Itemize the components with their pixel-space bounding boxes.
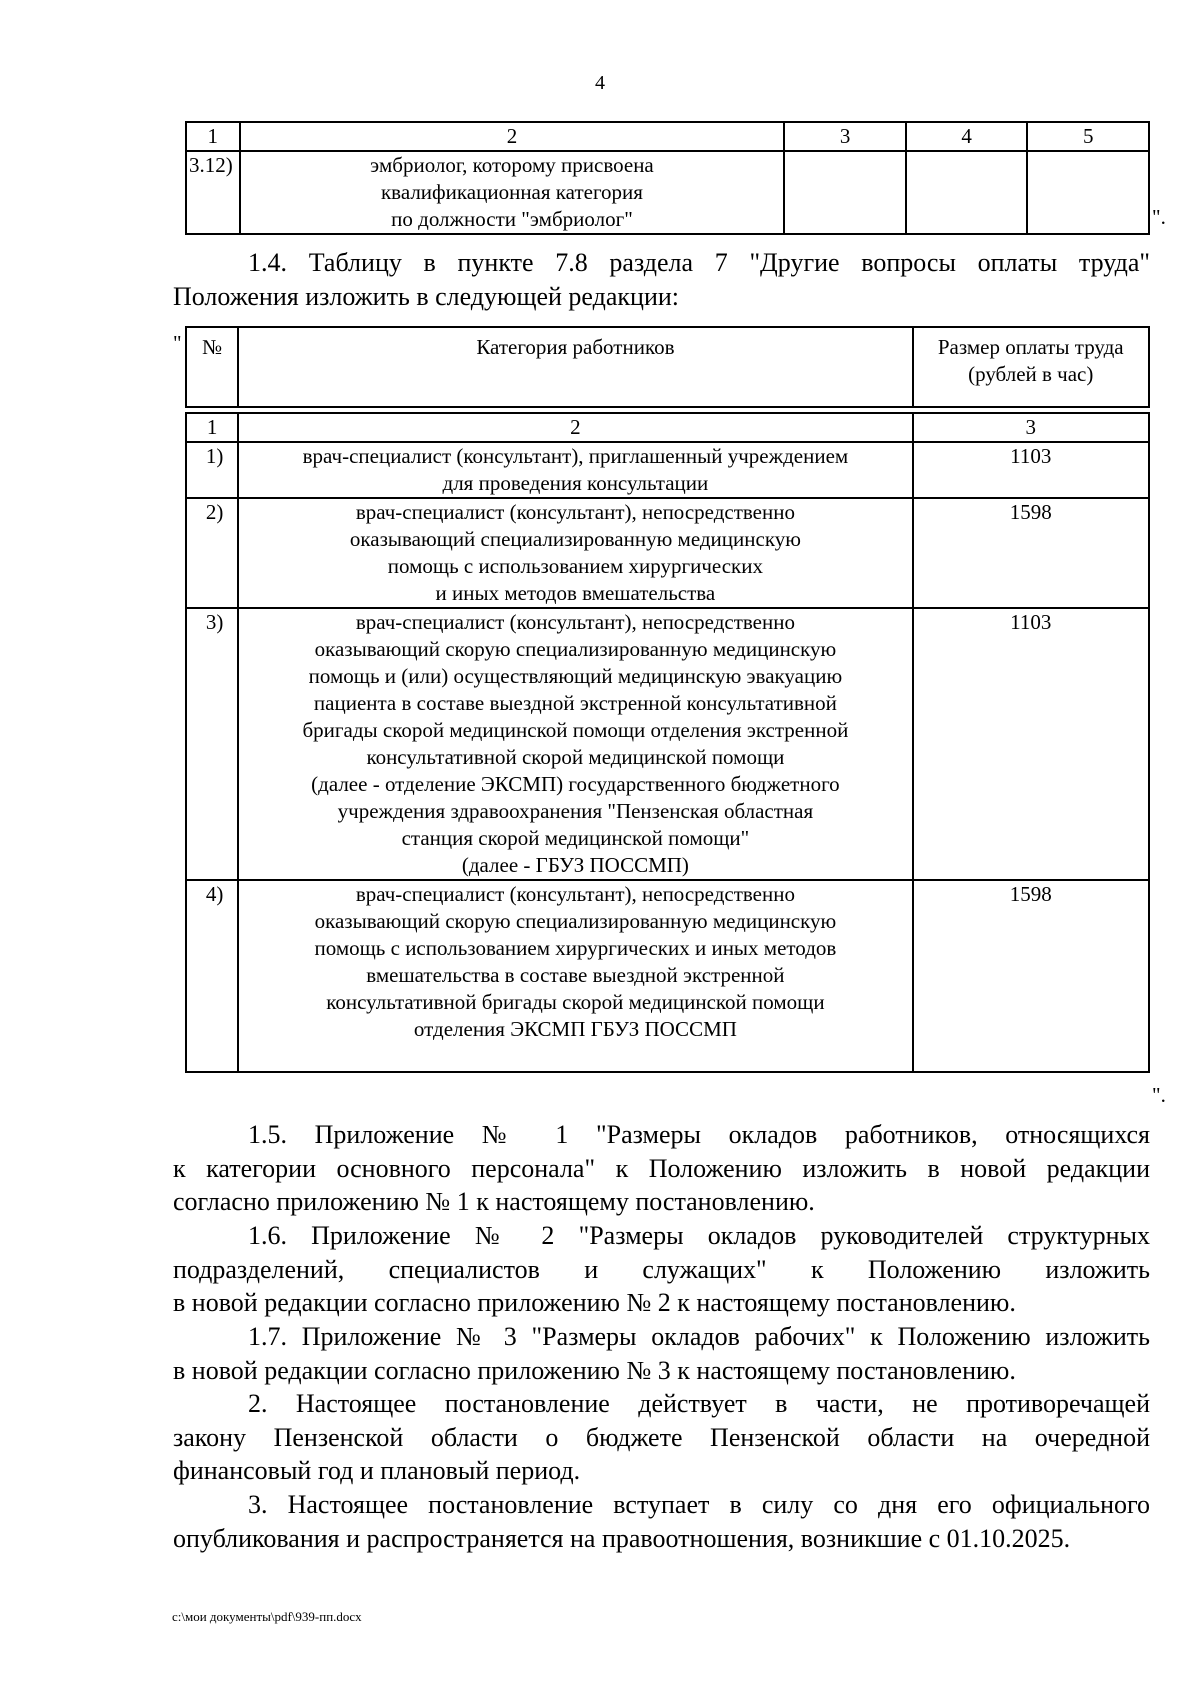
row-text-line: помощь с использованием хирургических (387, 554, 764, 578)
paragraph-line: подразделений, специалистов и служащих" к Положению изложить (173, 1254, 1150, 1284)
column-number: 3 (784, 122, 906, 151)
closing-quote: ". (1152, 205, 1166, 229)
row-number: 2) (186, 498, 238, 608)
empty-cell (906, 151, 1028, 234)
column-number: 1 (186, 122, 240, 151)
row-value: 1103 (913, 442, 1150, 498)
paragraph-line: в новой редакции согласно приложению № 3 к настоящему постановлению. (173, 1355, 1016, 1385)
row-text-line: консультативной бригады скорой медицинской помощи (326, 990, 825, 1014)
row-text-line: врач-специалист (консультант), непосредственно (355, 610, 795, 634)
row-text-line: консультативной скорой медицинской помощи (366, 745, 785, 769)
column-number: 1 (186, 413, 238, 442)
paragraph-line: 1.7. Приложение № 3 "Размеры окладов рабочих" к Положению изложить (248, 1322, 1150, 1351)
paragraph-1-4 (173, 246, 1150, 313)
closing-quote: ". (1152, 1083, 1166, 1107)
row-value: 1598 (913, 880, 1150, 1072)
header-pay (913, 327, 1150, 407)
row-text-line: помощь с использованием хирургических и иных методов (314, 936, 837, 960)
continuation-table (185, 121, 1150, 235)
table-row (186, 151, 1149, 234)
row-text-line: оказывающий специализированную медицинскую (349, 527, 801, 551)
row-text-line: оказывающий скорую специализированную медицинскую (314, 637, 837, 661)
row-text (238, 498, 912, 608)
column-number: 5 (1027, 122, 1149, 151)
paragraph-3 (173, 1488, 1150, 1555)
header-number: № (186, 327, 238, 407)
row-text-line: помощь и (или) осуществляющий медицинскую эвакуацию (308, 664, 843, 688)
row-text-line: пациента в составе выездной экстренной консультативной (313, 691, 837, 715)
paragraph-line: закону Пензенской области о бюджете Пензенской области на очередной (173, 1422, 1150, 1452)
paragraph-line: согласно приложению № 1 к настоящему постановлению. (173, 1187, 815, 1216)
footer-file-path: c:\мои документы\pdf\939-пп.docx (172, 1609, 362, 1624)
paragraph-line: в новой редакции согласно приложению № 2 к настоящему постановлению. (173, 1288, 1016, 1317)
row-value: 1598 (913, 498, 1150, 608)
table-header-row (186, 327, 1149, 407)
paragraph-1-7 (173, 1320, 1150, 1387)
column-number: 2 (238, 413, 912, 442)
empty-cell (784, 151, 906, 234)
row-text-line: учреждения здравоохранения "Пензенская областная (337, 799, 814, 823)
paragraph-line: 1.4. Таблицу в пункте 7.8 раздела 7 "Другие вопросы оплаты труда" (248, 248, 1150, 277)
row-text-line: врач-специалист (консультант), непосредственно (355, 500, 795, 524)
row-text (238, 608, 912, 880)
row-text-line: отделения ЭКСМП ГБУЗ ПОССМП (413, 1017, 737, 1041)
table-row (186, 498, 1149, 608)
paragraph-line: 1.6. Приложение № 2 "Размеры окладов руководителей структурных (248, 1221, 1150, 1250)
paragraph-1-6 (173, 1219, 1150, 1320)
column-number: 4 (906, 122, 1028, 151)
paragraph-line: опубликования и распространяется на правоотношения, возникшие с 01.10.2025. (173, 1523, 1071, 1553)
table-header-row (186, 122, 1149, 151)
page-number: 4 (595, 72, 605, 94)
row-text (238, 442, 912, 498)
opening-quote: " (173, 331, 182, 355)
table-row (186, 880, 1149, 1072)
paragraph-line: Положения изложить в следующей редакции: (173, 281, 679, 311)
row-text-line: врач-специалист (консультант), приглашенный учреждением (302, 444, 849, 468)
row-text-line: для проведения консультации (442, 471, 709, 495)
row-text-line: квалификационная категория (380, 180, 643, 204)
paragraph-1-5 (173, 1118, 1150, 1219)
row-value: 1103 (913, 608, 1150, 880)
row-text-line: по должности "эмбриолог" (391, 207, 633, 231)
row-text (240, 151, 785, 234)
table-row (186, 442, 1149, 498)
column-numbers-row (186, 413, 1149, 442)
paragraph-line: 3. Настоящее постановление вступает в силу со дня его официального (248, 1490, 1150, 1519)
paragraph-line: к категории основного персонала" к Положению изложить в новой редакции (173, 1153, 1150, 1183)
column-number: 2 (240, 122, 785, 151)
row-text-line: (далее - ГБУЗ ПОССМП) (461, 853, 689, 877)
paragraph-line: 1.5. Приложение № 1 "Размеры окладов работников, относящихся (248, 1120, 1150, 1149)
paragraph-line: финансовый год и плановый период. (173, 1456, 581, 1485)
header-pay-line: Размер оплаты труда (937, 335, 1124, 359)
row-number: 3) (186, 608, 238, 880)
row-text-line: оказывающий скорую специализированную медицинскую (314, 909, 837, 933)
row-text-line: (далее - отделение ЭКСМП) государственного бюджетного (311, 772, 840, 796)
table-row (186, 608, 1149, 880)
row-number: 4) (186, 880, 238, 1072)
row-number: 1) (186, 442, 238, 498)
row-text-line: эмбриолог, которому присвоена (370, 153, 654, 177)
row-text (238, 880, 912, 1072)
header-pay-line: (рублей в час) (968, 362, 1094, 386)
empty-cell (1027, 151, 1149, 234)
column-number: 3 (913, 413, 1150, 442)
header-category: Категория работников (238, 327, 912, 407)
pay-rate-table (185, 326, 1150, 1073)
row-number: 3.12) (186, 151, 240, 234)
row-text-line: бригады скорой медицинской помощи отделения экстренной (302, 718, 849, 742)
row-text-line: станция скорой медицинской помощи" (401, 826, 750, 850)
row-text-line: и иных методов вмешательства (435, 581, 716, 605)
paragraph-line: 2. Настоящее постановление действует в части, не противоречащей (248, 1389, 1150, 1418)
row-text-line: вмешательства в составе выездной экстренной (366, 963, 785, 987)
paragraph-2 (173, 1387, 1150, 1488)
row-text-line: врач-специалист (консультант), непосредственно (355, 882, 795, 906)
